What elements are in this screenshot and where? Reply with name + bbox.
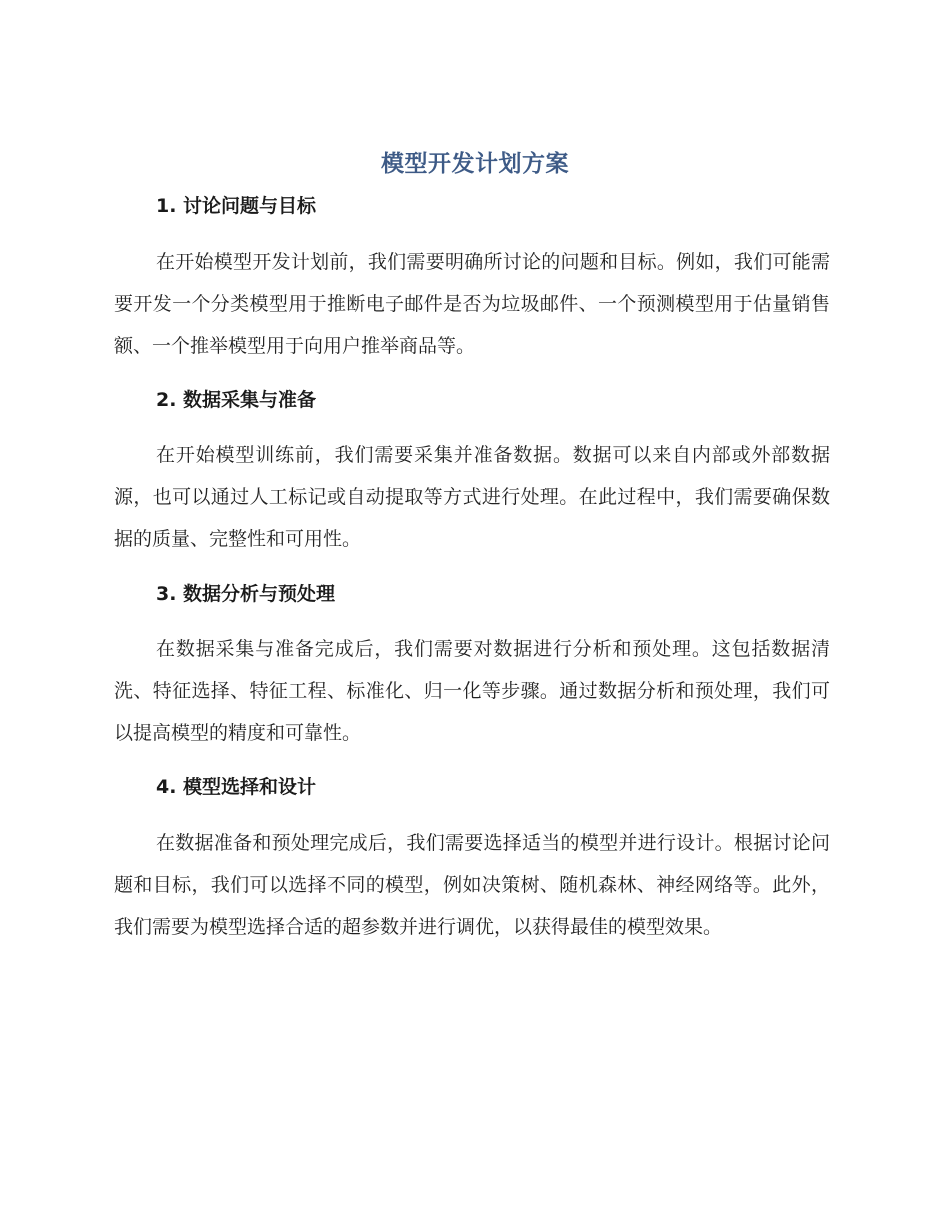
section-body-4: 在数据准备和预处理完成后，我们需要选择适当的模型并进行设计。根据讨论问题和目标，我们可以选择不同的模型，例如决策树、随机森林、神经网络等。此外，我们需要为模型选择合适的超参数并进行调优，以获得最佳的模型效果。 <box>114 832 830 938</box>
document-title: 模型开发计划方案 <box>381 151 569 177</box>
section-body-2: 在开始模型训练前，我们需要采集并准备数据。数据可以来自内部或外部数据源，也可以通过人工标记或自动提取等方式进行处理。在此过程中，我们需要确保数据的质量、完整性和可用性。 <box>114 444 830 550</box>
section-heading-4: 4. 模型选择和设计 <box>156 776 317 798</box>
section-heading-3: 3. 数据分析与预处理 <box>156 583 336 605</box>
section-heading-2: 2. 数据采集与准备 <box>156 389 317 411</box>
section-body-1: 在开始模型开发计划前，我们需要明确所讨论的问题和目标。例如，我们可能需要开发一个分类模型用于推断电子邮件是否为垃圾邮件、一个预测模型用于估量销售额、一个推举模型用于向用户推举商品等。 <box>114 251 830 357</box>
section-body-3: 在数据采集与准备完成后，我们需要对数据进行分析和预处理。这包括数据清洗、特征选择、特征工程、标准化、归一化等步骤。通过数据分析和预处理，我们可以提高模型的精度和可靠性。 <box>114 638 830 744</box>
section-heading-1: 1. 讨论问题与目标 <box>156 195 317 217</box>
